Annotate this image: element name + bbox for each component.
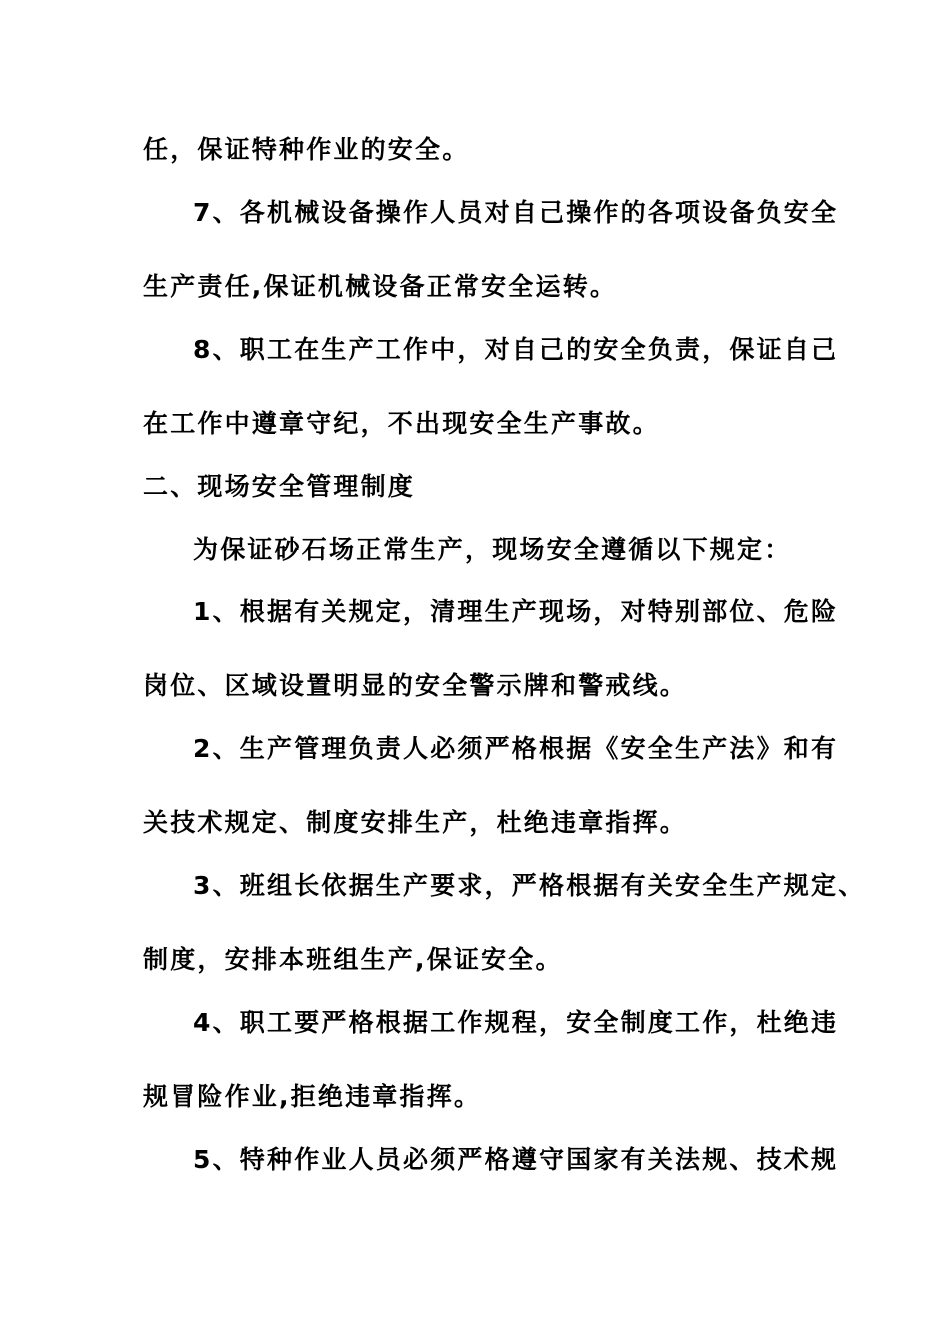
text-line: 制度，安排本班组生产,保证安全。 — [143, 945, 563, 974]
section-heading: 二、现场安全管理制度 — [143, 472, 416, 501]
list-item-7: 7、各机械设备操作人员对自己操作的各项设备负安全 — [193, 198, 839, 227]
text-line: 规冒险作业,拒绝违章指挥。 — [143, 1082, 482, 1111]
text-line: 岗位、区域设置明显的安全警示牌和警戒线。 — [143, 671, 688, 700]
text-line: 生产责任,保证机械设备正常安全运转。 — [143, 272, 618, 301]
list-item-5: 5、特种作业人员必须严格遵守国家有关法规、技术规 — [193, 1145, 839, 1174]
text-line: 任，保证特种作业的安全。 — [143, 135, 470, 164]
text-line: 在工作中遵章守纪，不出现安全生产事故。 — [143, 409, 660, 438]
list-item-1: 1、根据有关规定，清理生产现场，对特别部位、危险 — [193, 597, 839, 626]
text-line: 关技术规定、制度安排生产，杜绝违章指挥。 — [143, 808, 688, 837]
intro-paragraph: 为保证砂石场正常生产，现场安全遵循以下规定： — [193, 535, 792, 564]
list-item-3: 3、班组长依据生产要求，严格根据有关安全生产规定、 — [193, 871, 866, 900]
list-item-2: 2、生产管理负责人必须严格根据《安全生产法》和有 — [193, 734, 839, 763]
list-item-8: 8、职工在生产工作中，对自己的安全负责，保证自己 — [193, 335, 839, 364]
list-item-4: 4、职工要严格根据工作规程，安全制度工作，杜绝违 — [193, 1008, 839, 1037]
